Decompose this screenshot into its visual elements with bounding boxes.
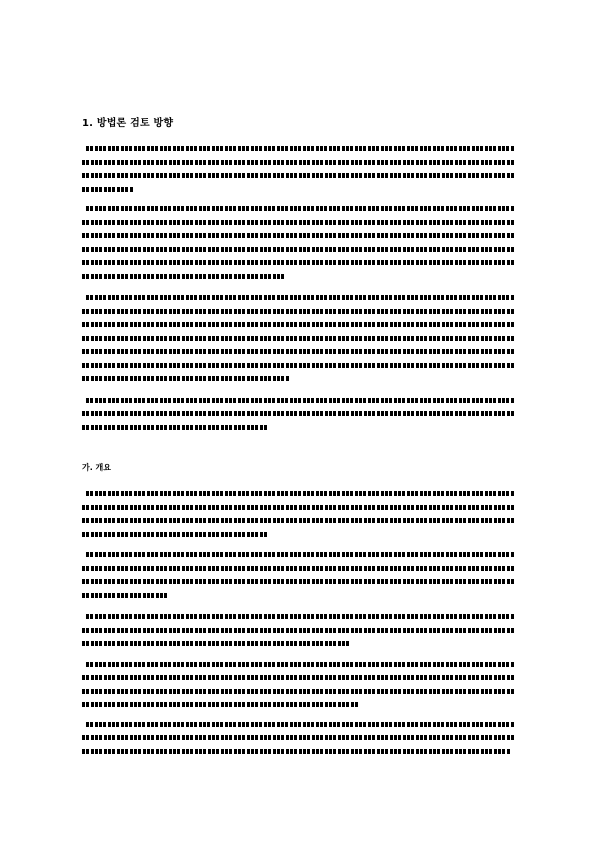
paragraph — [82, 294, 514, 389]
paragraph — [82, 661, 514, 715]
text-line — [82, 688, 514, 696]
subsection-heading — [82, 462, 111, 473]
text-line — [82, 308, 514, 316]
text-line — [82, 627, 514, 635]
text-line — [82, 362, 514, 370]
subsection-heading-text: 가. 개요 — [82, 463, 112, 472]
text-line — [82, 159, 514, 167]
text-line — [82, 410, 514, 418]
paragraph — [82, 551, 514, 605]
text-line — [82, 273, 514, 281]
text-line — [82, 613, 514, 621]
paragraph — [82, 613, 514, 654]
text-line — [82, 246, 514, 254]
text-line — [82, 517, 514, 525]
text-line — [82, 348, 514, 356]
paragraph — [82, 145, 514, 199]
text-line — [82, 490, 514, 498]
text-line — [82, 721, 514, 729]
paragraph — [82, 205, 514, 286]
section-heading — [82, 114, 173, 129]
text-line — [82, 531, 514, 539]
paragraph — [82, 721, 514, 762]
text-line — [82, 424, 514, 432]
text-line — [82, 701, 514, 709]
text-line — [82, 565, 514, 573]
paragraph — [82, 490, 514, 544]
text-line — [82, 321, 514, 329]
text-line — [82, 734, 514, 742]
text-line — [82, 375, 514, 383]
text-line — [82, 674, 514, 682]
text-line — [82, 335, 514, 343]
text-line — [82, 551, 514, 559]
paragraph — [82, 397, 514, 438]
text-line — [82, 232, 514, 240]
text-line — [82, 219, 514, 227]
text-line — [82, 259, 514, 267]
text-line — [82, 172, 514, 180]
text-line — [82, 640, 514, 648]
text-line — [82, 592, 514, 600]
text-line — [82, 504, 514, 512]
text-line — [82, 661, 514, 669]
text-line — [82, 578, 514, 586]
text-line — [82, 205, 514, 213]
text-line — [82, 145, 514, 153]
text-line — [82, 748, 514, 756]
text-line — [82, 397, 514, 405]
section-heading-text: 1. 방법론 검토 방향 — [82, 118, 174, 129]
text-line — [82, 186, 514, 194]
text-line — [82, 294, 514, 302]
